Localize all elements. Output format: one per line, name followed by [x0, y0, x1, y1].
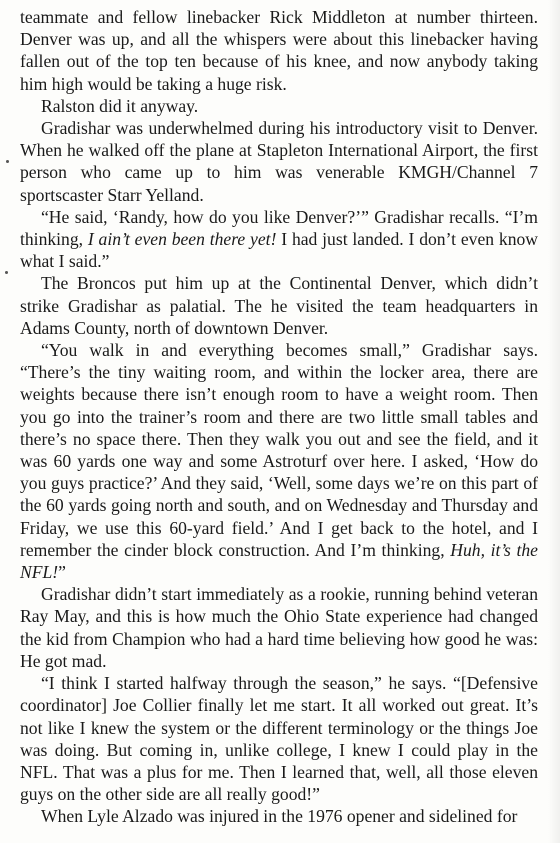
paragraph-text: “I think I started halfway through the season,” he says. “[Defensive coordinator] Joe Collier finally let me start. It all worked out great. It’s not like I knew the system or the different terminology or the things Joe was doing. But coming in, unlike college, I knew I could play in the NFL. That was a plus for me. Then I learned that, well, all those eleven guys on the other side are all really good!”: [20, 673, 538, 805]
paragraph: [20, 272, 538, 339]
scan-shadow: [548, 0, 560, 843]
paragraph: [20, 339, 538, 583]
paragraph: [20, 672, 538, 805]
margin-dot-icon: [5, 271, 8, 274]
margin-dot-icon: [6, 160, 9, 163]
paragraph-text: Ralston did it anyway.: [41, 95, 199, 116]
paragraph-text: When Lyle Alzado was injured in the 1976 opener and sidelined for: [41, 806, 518, 827]
paragraph: [20, 583, 538, 672]
body-text: [20, 6, 538, 828]
paragraph-text: ”: [58, 562, 66, 583]
paragraph: [20, 6, 538, 95]
paragraph: [20, 206, 538, 273]
paragraph-text: Gradishar didn’t start immediately as a rookie, running behind veteran Ray May, and this is how much the Ohio State experience had changed the kid from Champion who had a hard time believing how good he was: He got mad.: [20, 584, 538, 671]
paragraph-text: The Broncos put him up at the Continental Denver, which didn’t strike Gradishar as palatial. The he visited the team headquarters in Adams County, north of downtown Denver.: [20, 273, 538, 338]
paragraph-text: teammate and fellow linebacker Rick Middleton at number thirteen. Denver was up, and all the whispers were about this linebacker having fallen out of the top ten because of his knee, and now anybody taking him high would be taking a huge risk.: [20, 7, 538, 94]
paragraph: [20, 805, 538, 827]
paragraph: [20, 95, 538, 117]
paragraph-text: “You walk in and everything becomes small,” Gradishar says. “There’s the tiny waiting room, and within the locker area, there are weights because there isn’t enough room to have a weight room. Then you go into the trainer’s room and there are two little small tables and there’s no space there. Then they walk you out and see the field, and it was 60 yards one way and some Astroturf over here. I asked, ‘How do you guys practice?’ And they said, ‘Well, some days we’re on this part of the 60 yards going north and south, and on Wednesday and Thursday and Friday, we use this 60-yard field.’ And I get back to the hotel, and I remember the cinder block construction. And I’m thinking,: [20, 340, 538, 560]
paragraph: [20, 117, 538, 206]
italic-text: Huh, it’s the NFL!: [20, 539, 538, 583]
italic-text: I ain’t even been there yet!: [87, 229, 277, 250]
paragraph-text: Gradishar was underwhelmed during his introductory visit to Denver. When he walked off the plane at Stapleton International Airport, the first person who came up to him was venerable KMGH/Channel 7 sportscaster Starr Yelland.: [20, 118, 538, 205]
paragraph-text: I had just landed. I don’t even know what I said.”: [20, 229, 538, 272]
paragraph-text: “He said, ‘Randy, how do you like Denver?’” Gradishar recalls. “I’m thinking,: [20, 206, 538, 250]
